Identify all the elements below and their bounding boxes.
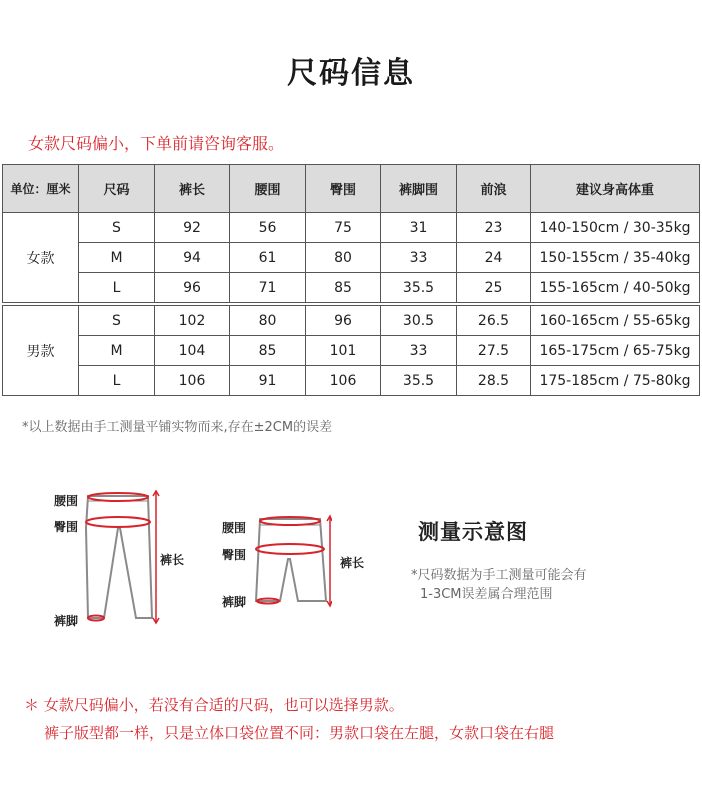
cell-length: 102 — [155, 304, 230, 336]
cell-size: L — [79, 273, 155, 305]
cell-size: M — [79, 243, 155, 273]
long-pants-waist-label: 腰围 — [54, 494, 79, 508]
cell-size: L — [79, 366, 155, 396]
table-note: *以上数据由手工测量平铺实物而来,存在±2CM的误差 — [22, 420, 333, 435]
cell-waist: 80 — [230, 304, 306, 336]
table-row — [3, 366, 700, 396]
header-length: 裤长 — [155, 165, 230, 213]
long-pants-icon — [82, 488, 160, 628]
cell-recommended: 175-185cm / 75-80kg — [531, 366, 700, 396]
header-unit: 单位：厘米 — [3, 165, 79, 213]
size-warning-notice: 女款尺码偏小，下单前请咨询客服。 — [28, 134, 285, 153]
cell-rise: 27.5 — [457, 336, 531, 366]
cell-length: 92 — [155, 213, 230, 243]
table-header-row — [3, 165, 700, 213]
bottom-notice-line1: ＊ 女款尺码偏小，若没有合适的尺码，也可以选择男款。 — [24, 696, 404, 714]
cell-recommended: 140-150cm / 30-35kg — [531, 213, 700, 243]
cell-rise: 25 — [457, 273, 531, 305]
cell-hip: 96 — [306, 304, 381, 336]
cell-length: 96 — [155, 273, 230, 305]
cell-hem: 35.5 — [381, 366, 457, 396]
cell-hem: 30.5 — [381, 304, 457, 336]
page-title: 尺码信息 — [287, 56, 415, 91]
header-hip: 臀围 — [306, 165, 381, 213]
cell-hip: 80 — [306, 243, 381, 273]
group-women: 女款 — [3, 213, 79, 305]
table-row — [3, 273, 700, 305]
diagram-title: 测量示意图 — [418, 520, 528, 544]
diagram-note-line2: 1-3CM误差属合理范围 — [420, 587, 553, 602]
cell-size: S — [79, 304, 155, 336]
cell-size: M — [79, 336, 155, 366]
short-pants-length-label: 裤长 — [340, 556, 365, 570]
cell-waist: 71 — [230, 273, 306, 305]
cell-waist: 56 — [230, 213, 306, 243]
short-pants-waist-label: 腰围 — [222, 521, 247, 535]
diagram-note-line1: *尺码数据为手工测量可能会有 — [411, 568, 587, 583]
cell-waist: 85 — [230, 336, 306, 366]
cell-hip: 85 — [306, 273, 381, 305]
bottom-notice-line2: 裤子版型都一样，只是立体口袋位置不同：男款口袋在左腿，女款口袋在右腿 — [44, 724, 555, 742]
short-pants-icon — [252, 513, 332, 609]
cell-length: 106 — [155, 366, 230, 396]
cell-waist: 61 — [230, 243, 306, 273]
table-row — [3, 243, 700, 273]
cell-length: 104 — [155, 336, 230, 366]
cell-hip: 101 — [306, 336, 381, 366]
size-table — [2, 164, 700, 396]
cell-waist: 91 — [230, 366, 306, 396]
cell-hem: 33 — [381, 336, 457, 366]
cell-recommended: 160-165cm / 55-65kg — [531, 304, 700, 336]
header-front-rise: 前浪 — [457, 165, 531, 213]
cell-hem: 35.5 — [381, 273, 457, 305]
table-row — [3, 304, 700, 336]
cell-length: 94 — [155, 243, 230, 273]
group-men: 男款 — [3, 304, 79, 396]
short-pants-hip-label: 臀围 — [222, 548, 247, 562]
cell-rise: 26.5 — [457, 304, 531, 336]
table-row — [3, 336, 700, 366]
header-recommended: 建议身高体重 — [531, 165, 700, 213]
header-waist: 腰围 — [230, 165, 306, 213]
header-size: 尺码 — [79, 165, 155, 213]
header-hem: 裤脚围 — [381, 165, 457, 213]
cell-rise: 28.5 — [457, 366, 531, 396]
cell-hem: 33 — [381, 243, 457, 273]
cell-hip: 106 — [306, 366, 381, 396]
long-pants-length-label: 裤长 — [160, 553, 185, 567]
cell-recommended: 165-175cm / 65-75kg — [531, 336, 700, 366]
cell-hem: 31 — [381, 213, 457, 243]
short-pants-hem-label: 裤脚 — [222, 595, 247, 609]
long-pants-hem-label: 裤脚 — [54, 614, 79, 628]
cell-size: S — [79, 213, 155, 243]
cell-recommended: 155-165cm / 40-50kg — [531, 273, 700, 305]
cell-recommended: 150-155cm / 35-40kg — [531, 243, 700, 273]
long-pants-hip-label: 臀围 — [54, 520, 79, 534]
table-row — [3, 213, 700, 243]
cell-hip: 75 — [306, 213, 381, 243]
cell-rise: 24 — [457, 243, 531, 273]
cell-rise: 23 — [457, 213, 531, 243]
